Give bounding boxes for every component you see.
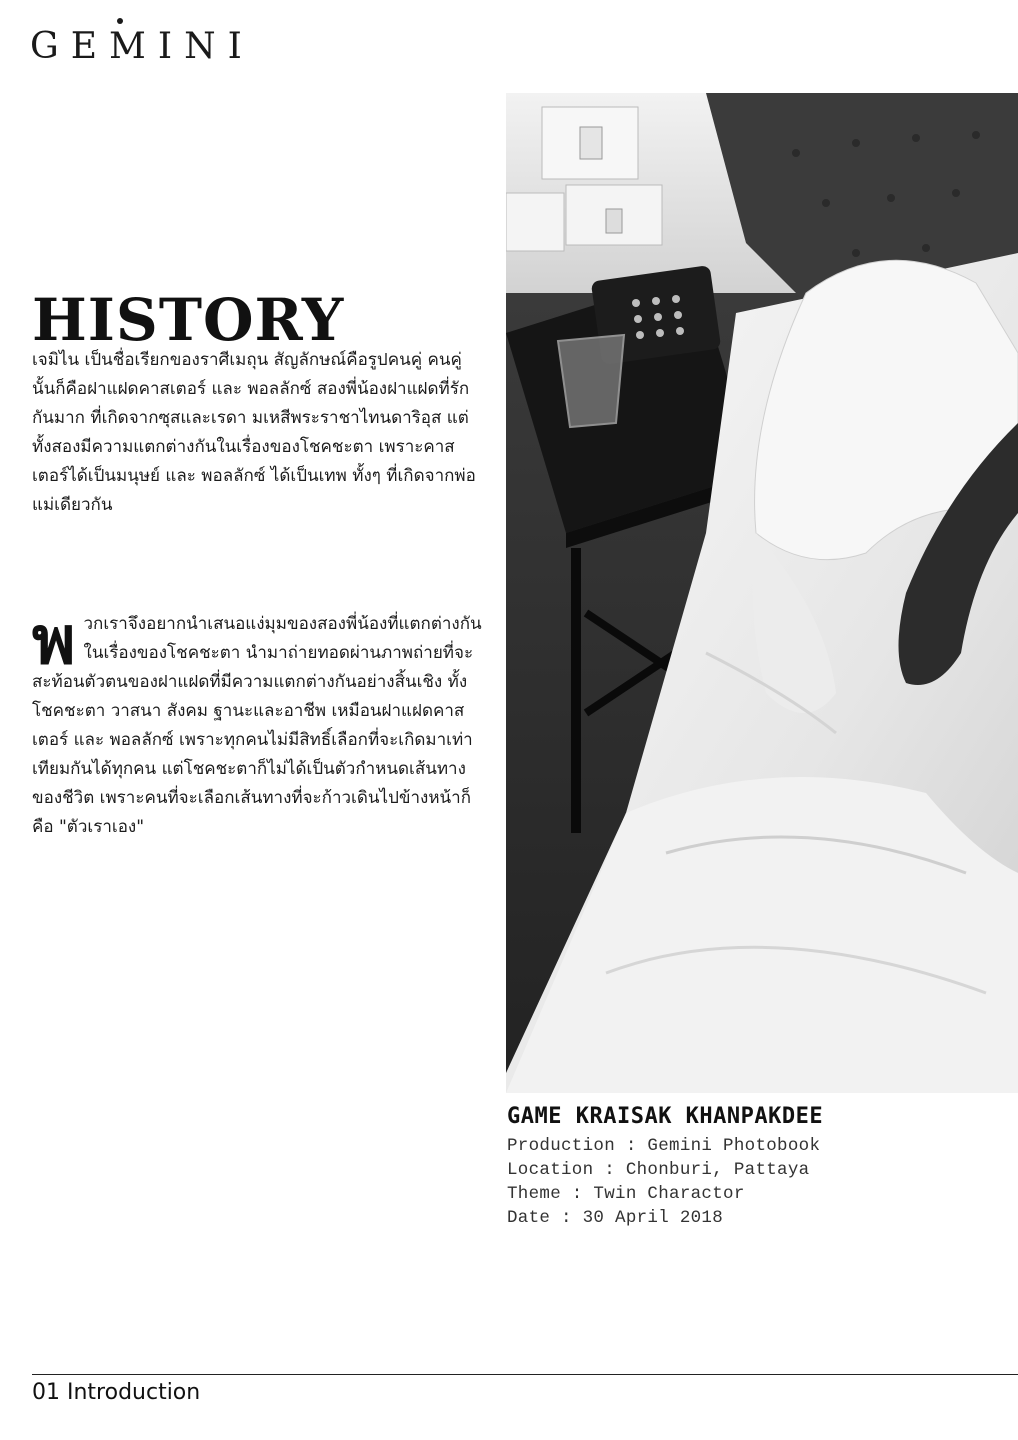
credit-date: Date : 30 April 2018 [507, 1208, 724, 1228]
logo-star-icon [117, 18, 123, 24]
history-paragraph-1: เจมิไน เป็นชื่อเรียกของราศีเมถุน สัญลักษณ์คือรูปคนคู่ คนคู่นั้นก็คือฝาแฝดคาสเตอร์ และ พอลลักซ์ สองพี่น้องฝาแฝดที่รักกันมาก ที่เกิดจากซุสและเรดา มเหสีพระราชาไทนดาริอุส แต่ทั้งสองมีความแตกต่างกันในเรื่องของโชคชะตา เพราะคาสเตอร์ได้เป็นมนุษย์ และ พอลลักซ์ ได้เป็นเทพ ทั้งๆ ที่เกิดจากพ่อแม่เดียวกัน [32, 350, 476, 515]
credit-production: Production : Gemini Photobook [507, 1136, 821, 1156]
footer-page-label: 01 Introduction [32, 1380, 201, 1405]
history-paragraph-2-text: วกเราจึงอยากนำเสนอแง่มุมของสองพี่น้องที่แตกต่างกันในเรื่องของโชคชะตา นำมาถ่ายทอดผ่านภาพถ่ายที่จะสะท้อนตัวตนของฝาแฝดที่มีความแตกต่างกันอย่างสิ้นเชิง ทั้งโชคชะตา วาสนา สังคม ฐานะและอาชีพ เหมือนฝาแฝดคาสเตอร์ และ พอลลักซ์ เพราะทุกคนไม่มีสิทธิ์เลือกที่จะเกิดมาเท่าเทียมกันได้ทุกคน แต่โชคชะตาก็ไม่ได้เป็นตัวกำหนดเส้นทางของชีวิต เพราะคนที่จะเลือกเส้นทางที่จะก้าวเดินไปข้างหน้าก็คือ "ตัวเราเอง" [32, 614, 482, 837]
section-title: HISTORY [32, 286, 345, 354]
brand-logo: GEMINI [30, 26, 254, 67]
bedroom-photo [506, 93, 1018, 1093]
footer-divider [32, 1374, 1018, 1375]
drop-cap: พ [32, 602, 76, 679]
history-paragraph-2 [32, 602, 484, 842]
model-name: GAME KRAISAK KHANPAKDEE [507, 1104, 824, 1129]
credit-location: Location : Chonburi, Pattaya [507, 1160, 810, 1180]
credit-theme: Theme : Twin Charactor [507, 1184, 745, 1204]
